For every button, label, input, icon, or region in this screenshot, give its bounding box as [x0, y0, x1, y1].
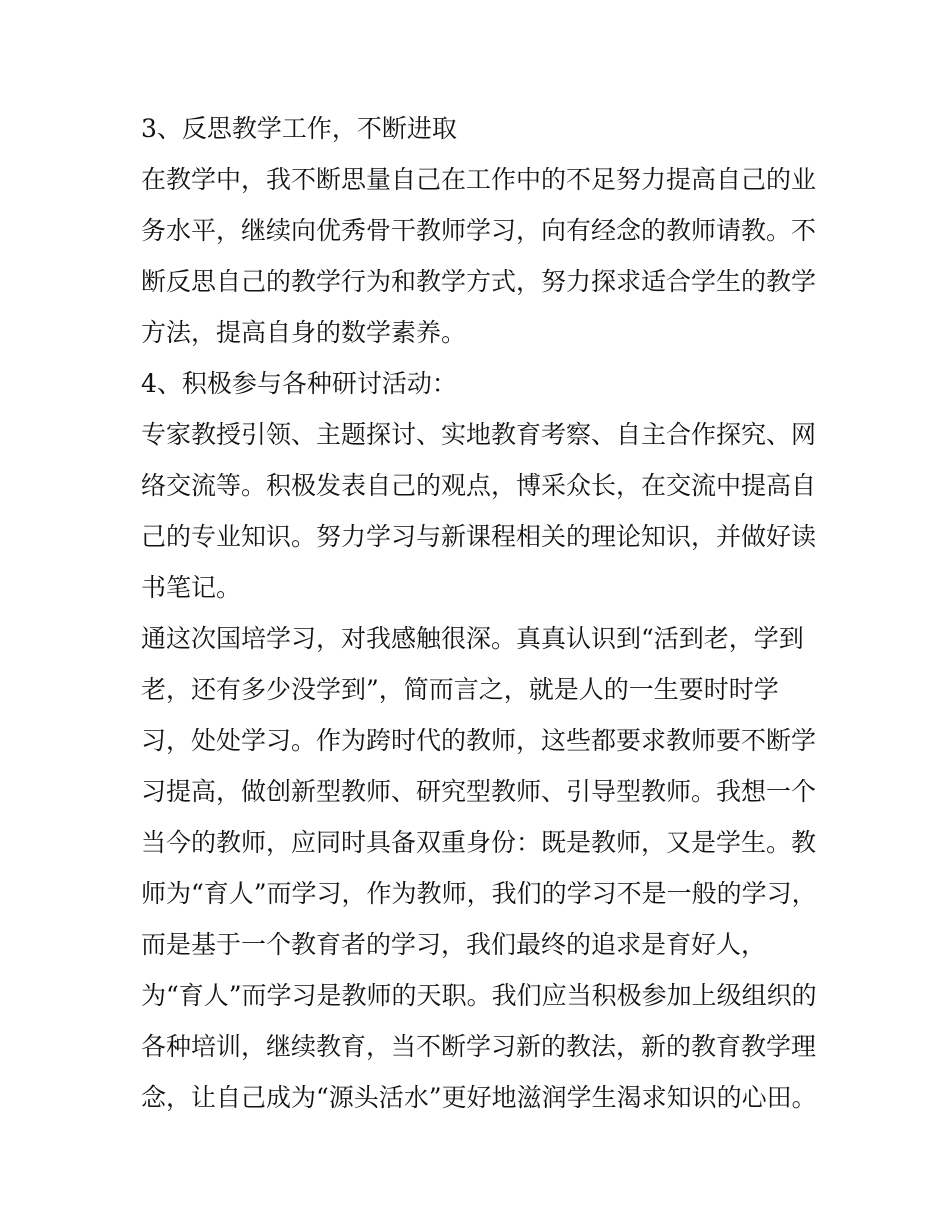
text-line: 专家教授引领、主题探讨、实地教育考察、自主合作探究、网 — [141, 420, 817, 449]
text-line: 当今的教师，应同时具备双重身份：既是教师，又是学生。教 — [141, 828, 817, 857]
text-line: 己的专业知识。努力学习与新课程相关的理论知识，并做好读 — [141, 522, 817, 551]
text-line: 书笔记。 — [141, 573, 242, 602]
text-line: 断反思自己的教学行为和教学方式，努力探求适合学生的教学 — [141, 267, 817, 296]
text-line: 方法，提高自身的数学素养。 — [141, 318, 467, 347]
heading-reflection: 3、反思教学工作，不断进取 — [141, 114, 457, 143]
text-line: 在教学中，我不断思量自己在工作中的不足努力提高自己的业 — [141, 165, 817, 194]
text-line: 习，处处学习。作为跨时代的教师，这些都要求教师要不断学 — [141, 726, 817, 755]
text-line: 各种培训，继续教育，当不断学习新的教法，新的教育教学理 — [141, 1032, 817, 1061]
text-line: 通这次国培学习，对我感触很深。真真认识到“活到老，学到 — [141, 624, 804, 653]
heading-seminar: 4、积极参与各种研讨活动： — [141, 369, 457, 398]
text-line: 习提高，做创新型教师、研究型教师、引导型教师。我想一个 — [141, 777, 817, 806]
text-line: 而是基于一个教育者的学习，我们最终的追求是育好人， — [141, 930, 767, 959]
text-line: 为“育人”而学习是教师的天职。我们应当积极参加上级组织的 — [141, 981, 817, 1010]
text-line: 络交流等。积极发表自己的观点，博采众长，在交流中提高自 — [141, 471, 817, 500]
text-line: 师为“育人”而学习，作为教师，我们的学习不是一般的学习， — [141, 879, 817, 908]
text-line: 老，还有多少没学到”，简而言之，就是人的一生要时时学 — [141, 675, 779, 704]
text-line: 务水平，继续向优秀骨干教师学习，向有经念的教师请教。不 — [141, 216, 817, 245]
text-line: 念，让自己成为“源头活水”更好地滋润学生渴求知识的心田。 — [141, 1083, 817, 1112]
